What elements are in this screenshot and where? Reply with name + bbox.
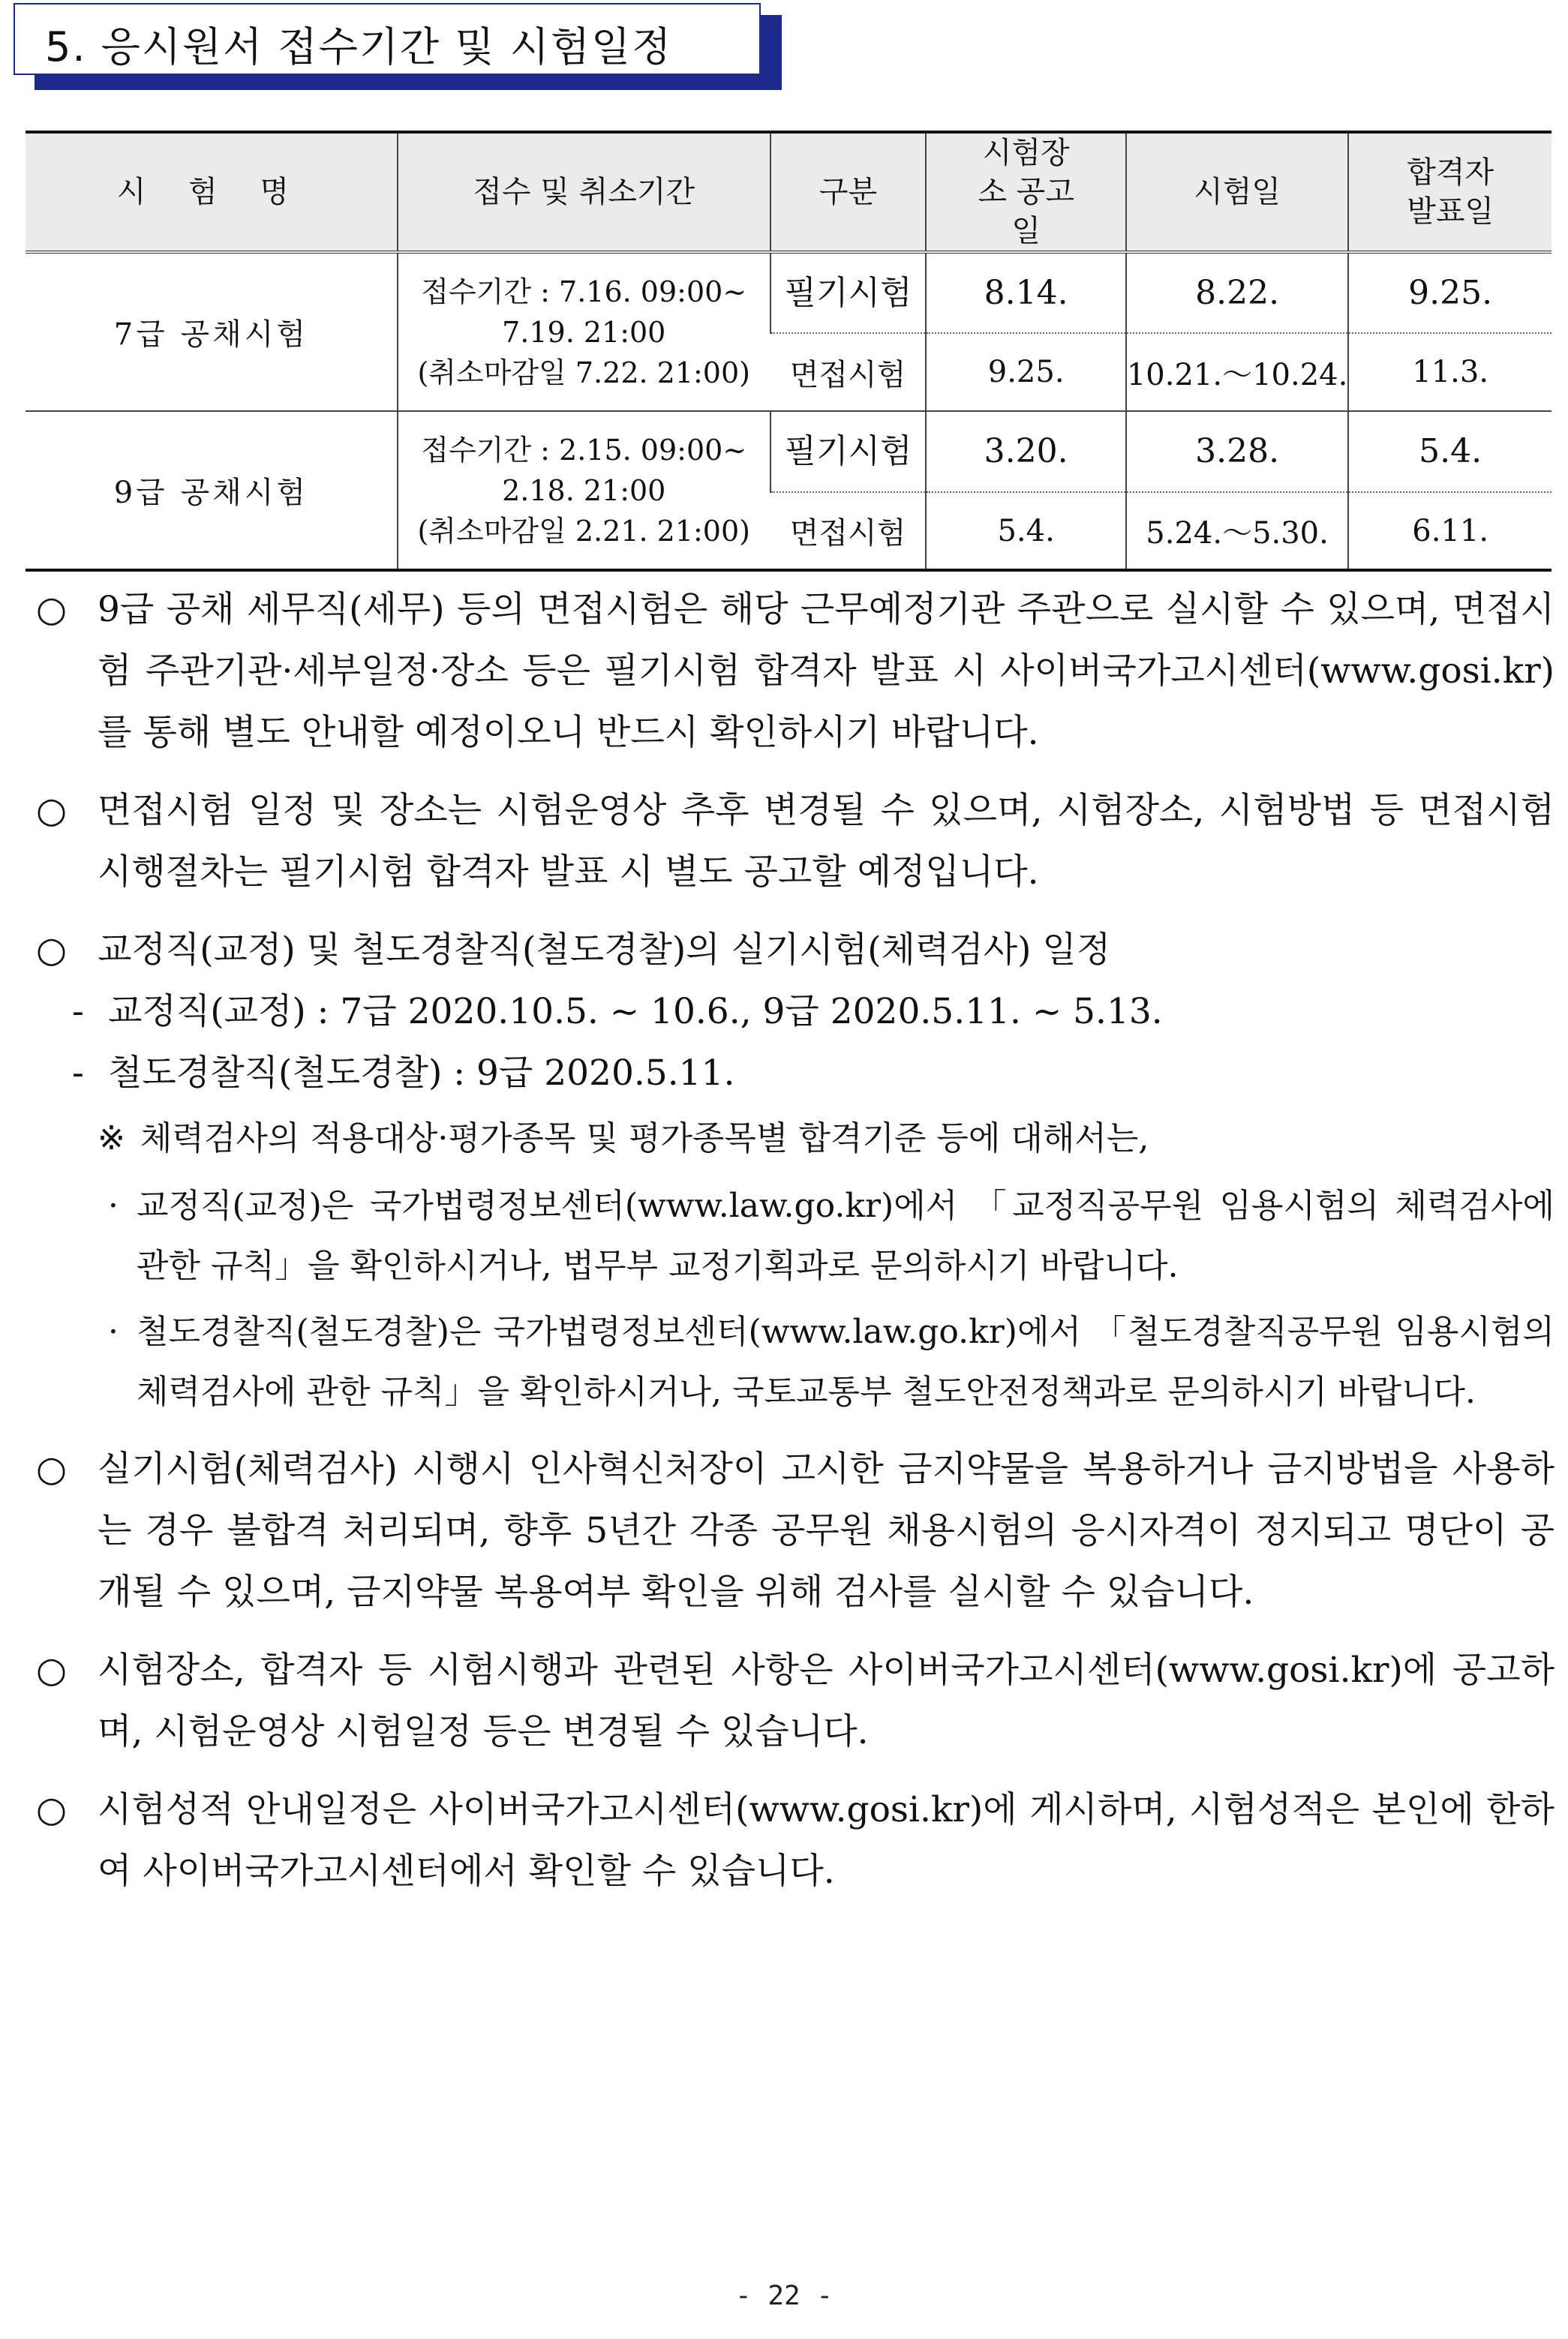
exam-date-cell: 8.22. [1126, 252, 1348, 333]
exam-date-cell: 10.21.～10.24. [1126, 333, 1348, 411]
table-row [26, 411, 1551, 492]
venue-notice-cell: 9.25. [926, 333, 1125, 411]
header-exam-name: 시 험 명 [26, 132, 398, 252]
notice-text: 시험장소, 합격자 등 시험시행과 관련된 사항은 사이버국가고시센터(www.gosi.kr)에 공고하며, 시험운영상 시험일정 등은 변경될 수 있습니다. [98, 1650, 1554, 1752]
notice-text: 면접시험 일정 및 장소는 시험운영상 추후 변경될 수 있으며, 시험장소, 시험방법 등 면접시험 시행절차는 필기시험 합격자 발표 시 별도 공고할 예정입니다. [98, 790, 1554, 893]
result-date-cell: 11.3. [1348, 333, 1551, 411]
sub-text: 교정직(교정)은 국가법령정보센터(www.law.go.kr)에서 「교정직공무원 임용시험의 체력검사에 관한 규칙」을 확인하시거나, 법무부 교정기획과로 문의하시기 바랍니다. [137, 1187, 1554, 1285]
notice-body [36, 579, 1554, 1919]
result-date-cell: 9.25. [1348, 252, 1551, 333]
circle-bullet-icon: ○ [36, 1650, 68, 1691]
dash-text: 철도경찰직(철도경찰) : 9급 2020.5.11. [108, 1052, 735, 1094]
middle-dot-marker: · [108, 1187, 119, 1225]
notice-text: 9급 공채 세무직(세무) 등의 면접시험은 해당 근무예정기관 주관으로 실시할 수 있으며, 면접시험 주관기관·세부일정·장소 등은 필기시험 합격자 발표 시 사이버국가고시센터(www.gosi.kr)를 통해 별도 안내할 예정이오니 반드시 확인하시기 바랍니다. [98, 589, 1554, 753]
period-line-1: 접수기간 : 7.16. 09:00~ [421, 275, 747, 308]
period-cell [398, 252, 770, 411]
exam-date-cell: 3.28. [1126, 411, 1348, 492]
notice-item [36, 780, 1554, 903]
period-line-1: 접수기간 : 2.15. 09:00~ [421, 433, 747, 467]
venue-notice-cell: 8.14. [926, 252, 1125, 333]
sub-item [36, 1302, 1554, 1422]
note-mark-icon: ※ [98, 1119, 125, 1157]
type-cell: 필기시험 [770, 252, 927, 333]
circle-bullet-icon: ○ [36, 929, 68, 971]
notice-text: 교정직(교정) 및 철도경찰직(철도경찰)의 실기시험(체력검사) 일정 [98, 929, 1111, 971]
exam-name-cell: 7급 공채시험 [26, 252, 398, 411]
notice-item [36, 579, 1554, 764]
notice-item [36, 920, 1554, 981]
header-exam-date: 시험일 [1126, 132, 1348, 252]
header-result-date: 합격자 발표일 [1348, 132, 1551, 252]
table-header-row [26, 132, 1551, 252]
circle-bullet-icon: ○ [36, 589, 68, 630]
middle-dot-marker: · [108, 1313, 119, 1351]
sub-text: 철도경찰직(철도경찰)은 국가법령정보센터(www.law.go.kr)에서 「철도경찰직공무원 임용시험의 체력검사에 관한 규칙」을 확인하시거나, 국토교통부 철도안전정책과로 문의하시기 바랍니다. [137, 1313, 1554, 1411]
note-item [36, 1109, 1554, 1169]
page-number: - 22 - [734, 2280, 834, 2311]
dash-item [36, 981, 1554, 1043]
exam-date-cell: 5.24.～5.30. [1126, 492, 1348, 570]
circle-bullet-icon: ○ [36, 1789, 68, 1830]
dash-marker: - [72, 1052, 84, 1094]
exam-name-cell: 9급 공채시험 [26, 411, 398, 570]
table-row [26, 252, 1551, 333]
section-title-box [14, 3, 761, 75]
notice-item [36, 1640, 1554, 1763]
section-title: 5. 응시원서 접수기간 및 시험일정 [45, 23, 673, 71]
circle-bullet-icon: ○ [36, 1449, 68, 1490]
period-line-2: 7.19. 21:00 [502, 315, 666, 349]
header-period: 접수 및 취소기간 [398, 132, 770, 252]
header-type: 구분 [770, 132, 927, 252]
dash-marker: - [72, 991, 84, 1032]
header-venue-notice: 시험장소 공고일 [926, 132, 1125, 252]
dash-item [36, 1043, 1554, 1104]
period-line-3: (취소마감일 2.21. 21:00) [417, 514, 750, 548]
dash-text: 교정직(교정) : 7급 2020.10.5. ~ 10.6., 9급 2020.5.11. ~ 5.13. [108, 991, 1163, 1032]
type-cell: 필기시험 [770, 411, 927, 492]
notice-text: 시험성적 안내일정은 사이버국가고시센터(www.gosi.kr)에 게시하며, 시험성적은 본인에 한하여 사이버국가고시센터에서 확인할 수 있습니다. [98, 1789, 1554, 1892]
sub-item [36, 1176, 1554, 1296]
notice-item [36, 1779, 1554, 1902]
exam-schedule-table [26, 131, 1551, 572]
venue-notice-cell: 5.4. [926, 492, 1125, 570]
notice-text: 실기시험(체력검사) 시행시 인사혁신처장이 고시한 금지약물을 복용하거나 금지방법을 사용하는 경우 불합격 처리되며, 향후 5년간 각종 공무원 채용시험의 응시자격이 정지되고 명단이 공개될 수 있으며, 금지약물 복용여부 확인을 위해 검사를 실시할 수 있습니다. [98, 1449, 1554, 1613]
result-date-cell: 6.11. [1348, 492, 1551, 570]
type-cell: 면접시험 [770, 492, 927, 570]
circle-bullet-icon: ○ [36, 790, 68, 831]
type-cell: 면접시험 [770, 333, 927, 411]
result-date-cell: 5.4. [1348, 411, 1551, 492]
venue-notice-cell: 3.20. [926, 411, 1125, 492]
period-line-2: 2.18. 21:00 [502, 473, 666, 507]
period-line-3: (취소마감일 7.22. 21:00) [417, 356, 750, 389]
period-cell [398, 411, 770, 570]
note-text: 체력검사의 적용대상·평가종목 및 평가종목별 합격기준 등에 대해서는, [140, 1119, 1149, 1157]
notice-item [36, 1439, 1554, 1623]
